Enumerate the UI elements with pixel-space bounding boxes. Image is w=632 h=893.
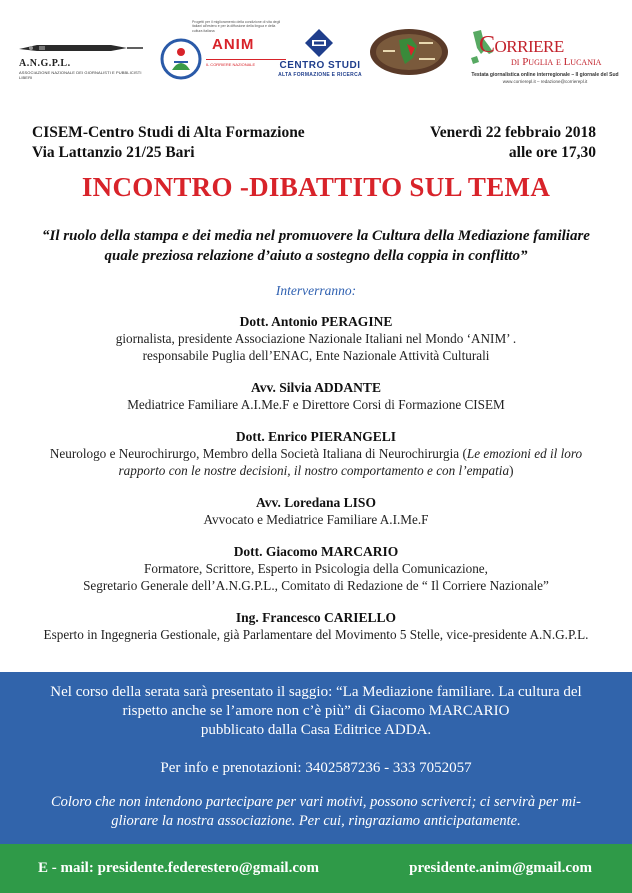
- note-line: gliorare la nostra associazione. Per cui, ringraziamo anticipatamente.: [111, 813, 521, 829]
- event-time: alle ore 17,30: [508, 144, 596, 161]
- speakers-intro: Interverranno:: [275, 283, 357, 298]
- speaker-item: [10, 379, 622, 413]
- centro-studi-title: CENTRO STUDI: [279, 60, 361, 71]
- presentation-line: Nel corso della serata sarà presentato il saggio: “La Mediazione familiare. La cultura del: [50, 684, 582, 700]
- centro-studi-logo: [276, 28, 364, 88]
- corriere-title: Corriere: [479, 32, 564, 58]
- speaker-item: [10, 313, 622, 364]
- speaker-name: Dott. Antonio PERAGINE: [239, 314, 393, 329]
- angpl-name: A.N.G.P.L.: [19, 58, 71, 69]
- speaker-name: Avv. Silvia ADDANTE: [251, 380, 381, 395]
- centro-studi-emblem-icon: [304, 28, 334, 58]
- note-line: Coloro che non intendono partecipare per vari motivi, possono scriverci; ci servirà per mi-: [51, 794, 581, 810]
- booking-info: Per info e prenotazioni: 3402587236 - 333 7052057: [160, 760, 472, 776]
- centro-studi-subtitle: ALTA FORMAZIONE E RICERCA: [278, 72, 362, 78]
- angpl-logo: [15, 36, 145, 94]
- speaker-item: [10, 428, 622, 479]
- book-presentation: [20, 683, 612, 740]
- anim-tagline: Progetti per il miglioramento della condizione di vita degli italiani all'estero e per la diffusione della lingua e della cultura italiana: [192, 20, 281, 33]
- speakers-list: [10, 313, 622, 658]
- speaker-desc: giornalista, presidente Associazione Nazionale Italiani nel Mondo ‘ANIM’ .: [115, 331, 517, 346]
- speaker-name: Avv. Loredana LISO: [256, 495, 376, 510]
- corriere-logo: [465, 28, 625, 92]
- presentation-line: rispetto anche se l’amore non c’è più” di Giacomo MARCARIO: [122, 703, 510, 719]
- speaker-name: Dott. Enrico PIERANGELI: [235, 429, 397, 444]
- closing-note: [20, 793, 612, 831]
- anim-logo: [160, 14, 280, 84]
- speaker-desc: rapporto con le nostre decisioni, il nostro comportamento e con l’empatia): [118, 463, 514, 478]
- anim-emblem-icon: [160, 38, 202, 80]
- speaker-item: [10, 543, 622, 594]
- corriere-subtitle: di Puglia e Lucania: [511, 56, 602, 68]
- theme-line-1: “Il ruolo della stampa e dei media nel promuovere la Cultura della Mediazione familiare: [42, 228, 590, 244]
- speaker-desc: Segretario Generale dell’A.N.G.P.L., Comitato di Redazione de “ Il Corriere Nazionale”: [83, 578, 549, 593]
- speaker-desc: Mediatrice Familiare A.I.Me.F e Direttore Corsi di Formazione CISEM: [127, 397, 505, 412]
- event-theme: [20, 226, 612, 266]
- venue-address: Via Lattanzio 21/25 Bari: [32, 144, 195, 161]
- date-block: [430, 123, 596, 163]
- speaker-name: Dott. Giacomo MARCARIO: [233, 544, 399, 559]
- fountain-pen-icon: [15, 40, 145, 56]
- corriere-tagline: Testata giornalistica online interregionale – Il giornale del Sud: [471, 72, 619, 78]
- speaker-item: [10, 609, 622, 643]
- speaker-desc: Formatore, Scrittore, Esperto in Psicologia della Comunicazione,: [144, 561, 488, 576]
- speaker-desc: Neurologo e Neurochirurgo, Membro della Società Italiana di Neurochirurgia (Le emozioni ed il loro: [49, 446, 583, 461]
- email-anim-link[interactable]: presidente.anim@gmail.com: [409, 860, 592, 876]
- presentation-band: [0, 672, 632, 844]
- logo-strip: [0, 0, 632, 100]
- venue-name: CISEM-Centro Studi di Alta Formazione: [32, 124, 305, 141]
- oval-emblem-icon: [369, 28, 449, 76]
- venue-block: [32, 123, 305, 163]
- anim-brand: IL CORRIERE NAZIONALE: [206, 59, 286, 67]
- corriere-contacts: www.corrierepl.it – redazione@corrierepl.it: [502, 79, 588, 84]
- headline: INCONTRO -DIBATTITO SUL TEMA: [81, 172, 551, 202]
- speaker-item: [10, 494, 622, 528]
- event-date: Venerdì 22 febbraio 2018: [429, 124, 596, 141]
- speaker-desc: responsabile Puglia dell’ENAC, Ente Nazionale Attività Culturali: [142, 348, 490, 363]
- federestero-oval-logo: [369, 28, 449, 76]
- contacts-band: [0, 844, 632, 893]
- anim-wordmark: ANIM: [212, 36, 255, 53]
- theme-line-2: quale preziosa relazione d’aiuto a sostegno della coppia in conflitto”: [104, 248, 528, 264]
- angpl-subtitle: ASSOCIAZIONE NAZIONALE DEI GIORNALISTI E PUBBLICISTI LIBERI: [19, 70, 142, 80]
- email-federestero-link[interactable]: E - mail: presidente.federestero@gmail.com: [38, 860, 319, 876]
- speaker-name: Ing. Francesco CARIELLO: [235, 610, 397, 625]
- speaker-desc: Esperto in Ingegneria Gestionale, già Parlamentare del Movimento 5 Stelle, vice-presidente A.N.G.P.L.: [43, 627, 589, 642]
- speaker-desc: Avvocato e Mediatrice Familiare A.I.Me.F: [203, 512, 429, 527]
- presentation-line: pubblicato dalla Casa Editrice ADDA.: [200, 722, 432, 738]
